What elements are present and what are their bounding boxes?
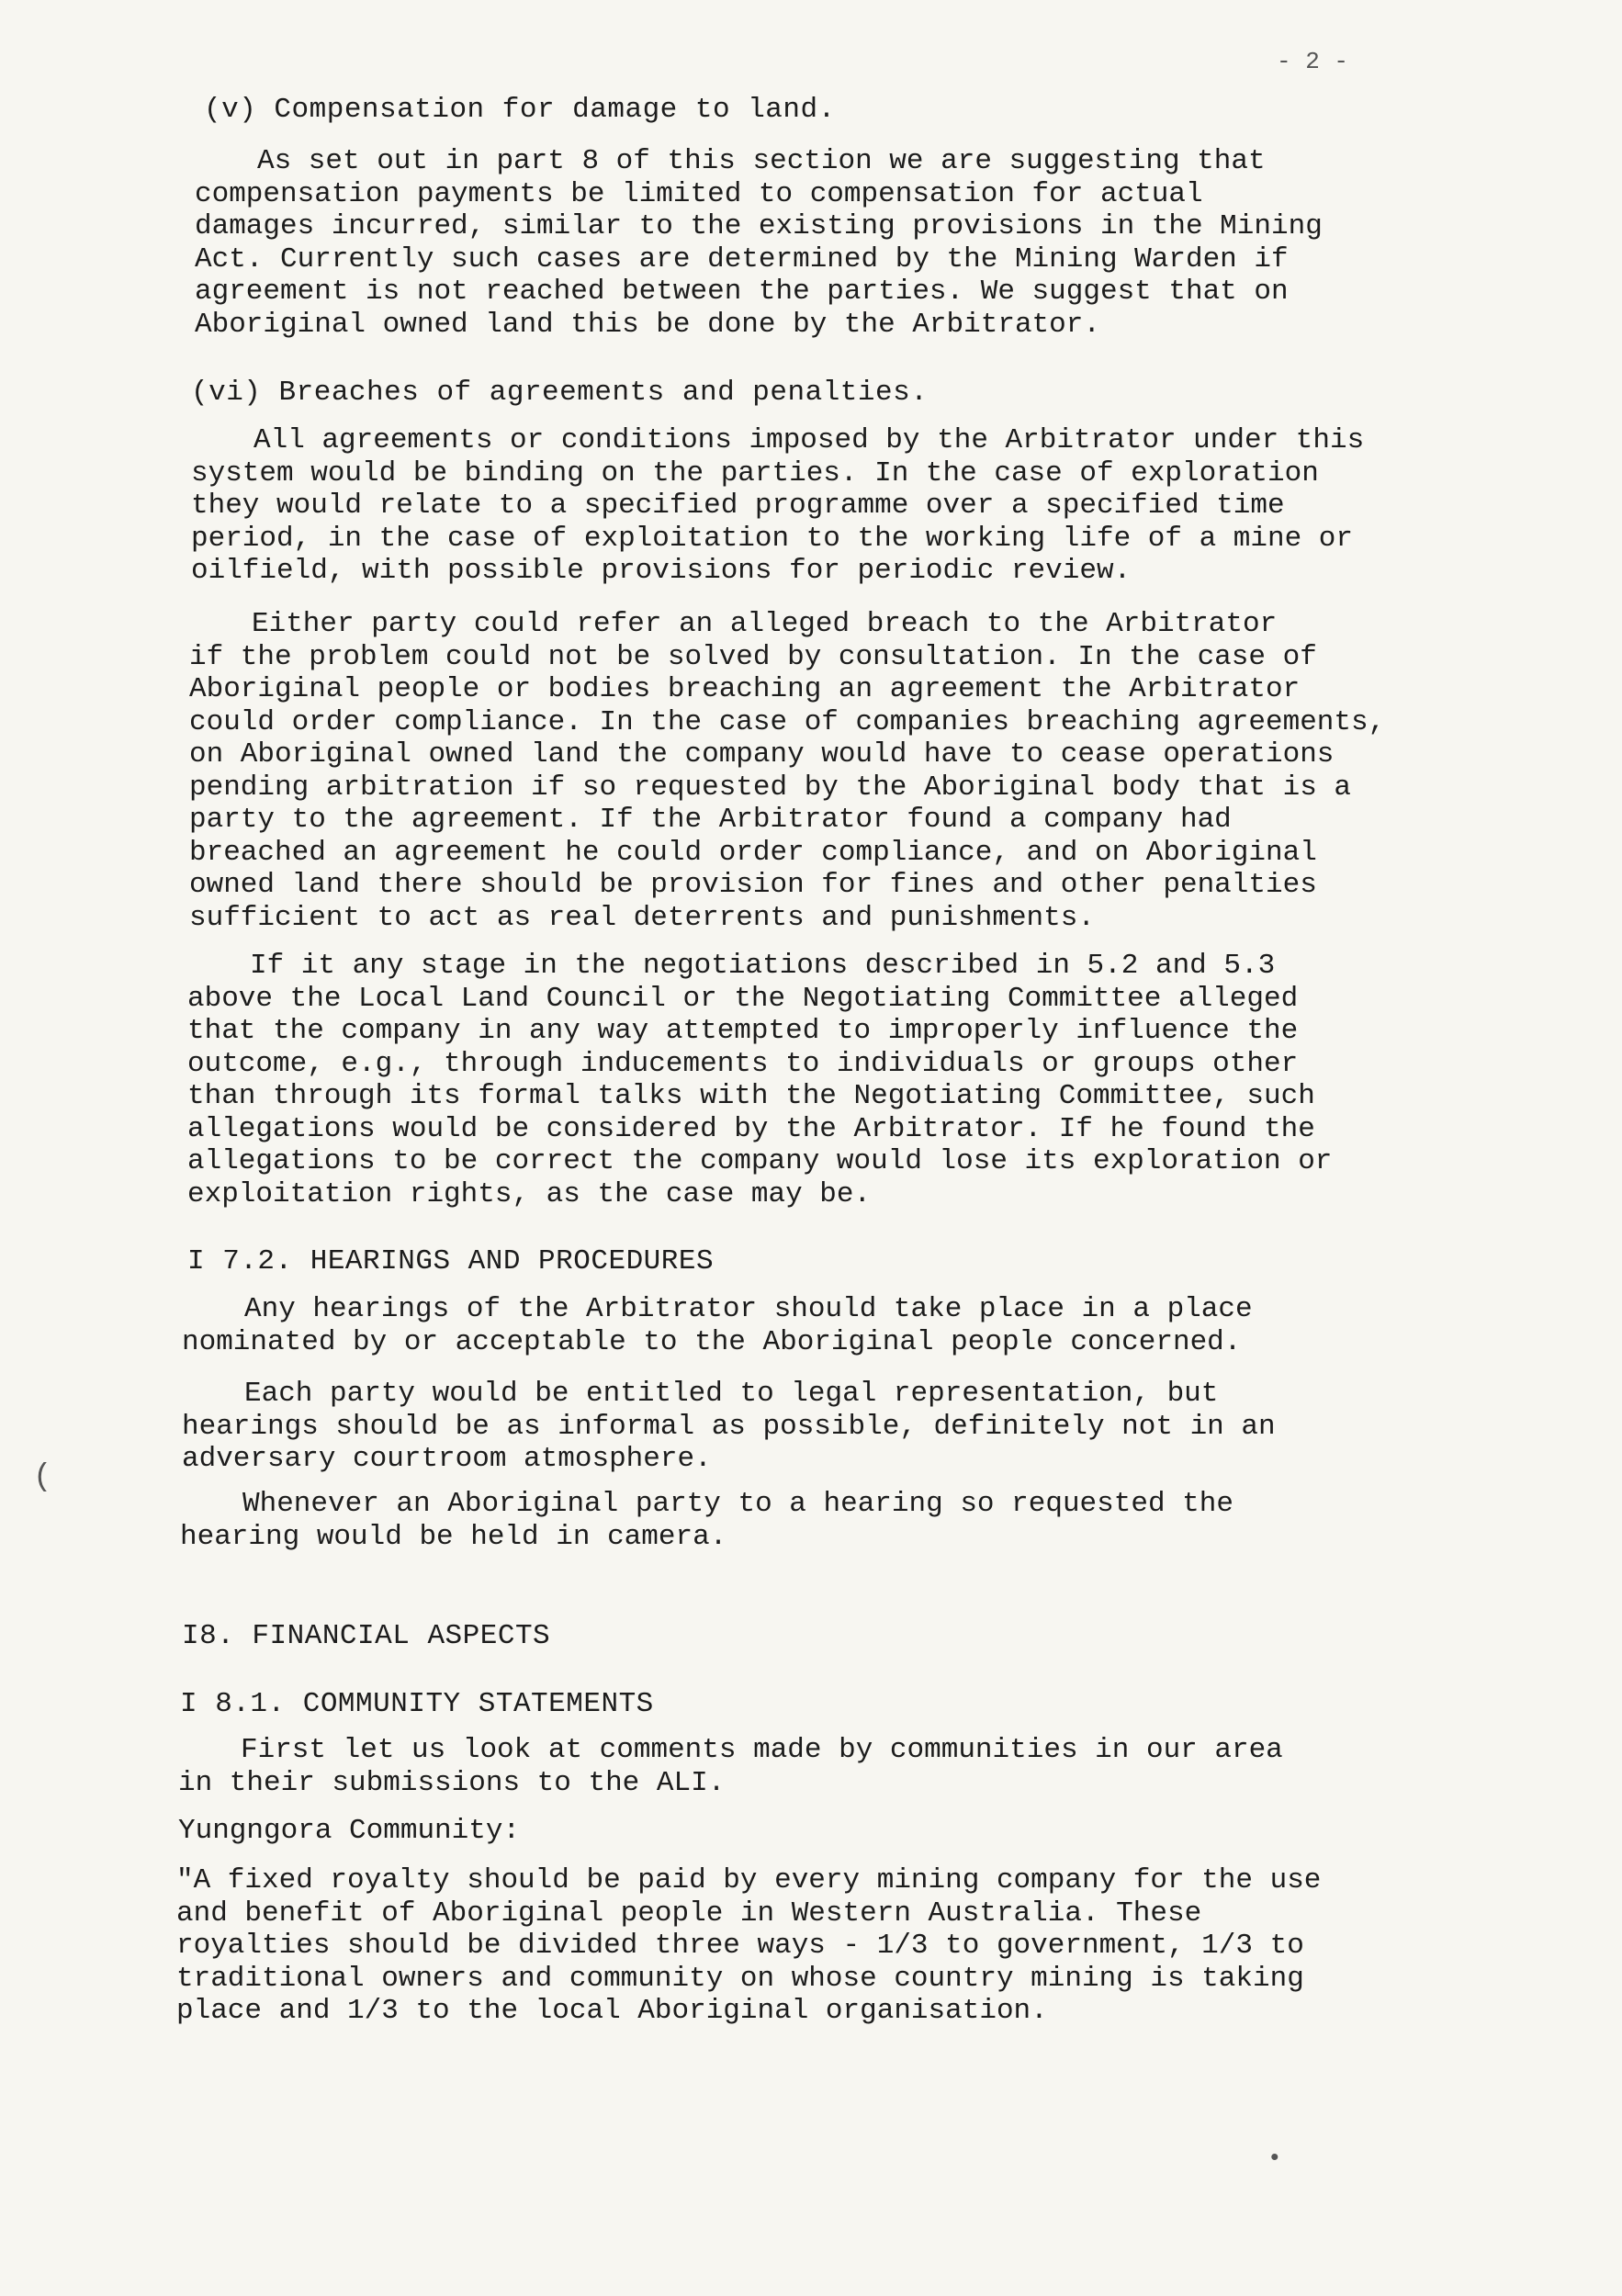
text-line: exploitation rights, as the case may be. bbox=[187, 1177, 872, 1210]
section-vi-heading: (vi) Breaches of agreements and penalties. bbox=[191, 377, 929, 409]
text-line: oilfield, with possible provisions for periodic review. bbox=[191, 555, 1132, 587]
financial-heading: I8. FINANCIAL ASPECTS bbox=[182, 1620, 551, 1652]
text-line: agreement is not reached between the parties. We suggest that on bbox=[195, 276, 1289, 308]
text-line: Aboriginal people or bodies breaching an agreement the Arbitrator bbox=[189, 673, 1301, 705]
text-line: breached an agreement he could order compliance, and on Aboriginal bbox=[189, 836, 1317, 869]
text-line: place and 1/3 to the local Aboriginal organisation. bbox=[176, 1995, 1048, 2027]
text-line: than through its formal talks with the Negotiating Committee, such bbox=[187, 1080, 1315, 1112]
text-line: on Aboriginal owned land the company would have to cease operations bbox=[189, 738, 1335, 771]
text-line: could order compliance. In the case of companies breaching agreements, bbox=[189, 705, 1386, 738]
section-vi-paragraph-1 bbox=[191, 424, 1587, 588]
text-line: Act. Currently such cases are determined by the Mining Warden if bbox=[195, 242, 1289, 276]
text-line: allegations would be considered by the Arbitrator. If he found the bbox=[187, 1112, 1315, 1145]
community-quote bbox=[176, 1864, 1572, 2028]
text-line: if the problem could not be solved by consultation. In the case of bbox=[189, 640, 1317, 673]
text-line: system would be binding on the parties. In the case of exploration bbox=[191, 456, 1319, 490]
footer-mark: • bbox=[1267, 2144, 1282, 2172]
hearings-paragraph-2 bbox=[182, 1378, 1578, 1476]
text-line: sufficient to act as real deterrents and punishments. bbox=[189, 901, 1095, 934]
text-line: period, in the case of exploitation to the working life of a mine or bbox=[191, 522, 1354, 555]
text-line: they would relate to a specified programme over a specified time bbox=[191, 490, 1285, 522]
text-line: Each party would be entitled to legal representation, but bbox=[244, 1378, 1219, 1410]
text-line: party to the agreement. If the Arbitrator found a company had bbox=[189, 804, 1232, 836]
text-line: First let us look at comments made by communities in our area bbox=[241, 1734, 1283, 1766]
margin-mark: ( bbox=[33, 1460, 52, 1495]
text-line: that the company in any way attempted to improperly influence the bbox=[187, 1015, 1299, 1047]
text-line: Whenever an Aboriginal party to a hearing so requested the bbox=[242, 1488, 1233, 1520]
section-vi-paragraph-3 bbox=[187, 950, 1583, 1210]
text-line: traditional owners and community on whose country mining is taking bbox=[176, 1962, 1304, 1995]
community-statements-heading: I 8.1. COMMUNITY STATEMENTS bbox=[180, 1688, 654, 1720]
text-line: in their submissions to the ALI. bbox=[178, 1766, 726, 1799]
text-line: above the Local Land Council or the Negotiating Committee alleged bbox=[187, 982, 1299, 1015]
section-vi-paragraph-2 bbox=[189, 608, 1585, 934]
text-line: outcome, e.g., through inducements to individuals or groups other bbox=[187, 1047, 1299, 1080]
text-line: pending arbitration if so requested by the Aboriginal body that is a bbox=[189, 771, 1352, 804]
text-line: allegations to be correct the company would lose its exploration or bbox=[187, 1145, 1333, 1177]
text-line: Aboriginal owned land this be done by the Arbitrator. bbox=[195, 308, 1100, 341]
section-v-heading: (v) Compensation for damage to land. bbox=[204, 94, 836, 126]
text-line: If it any stage in the negotiations described in 5.2 and 5.3 bbox=[250, 950, 1276, 982]
text-line: As set out in part 8 of this section we are suggesting that bbox=[257, 145, 1266, 177]
text-line: nominated by or acceptable to the Aboriginal people concerned. bbox=[182, 1325, 1242, 1358]
hearings-paragraph-1 bbox=[182, 1293, 1578, 1358]
page-number-mark: - 2 - bbox=[1277, 48, 1349, 75]
text-line: royalties should be divided three ways - 1/3 to government, 1/3 to bbox=[176, 1930, 1304, 1962]
section-v-paragraph bbox=[195, 145, 1591, 341]
text-line: owned land there should be provision for fines and other penalties bbox=[189, 869, 1317, 901]
text-line: All agreements or conditions imposed by the Arbitrator under this bbox=[253, 424, 1365, 456]
text-line: hearing would be held in camera. bbox=[180, 1520, 727, 1553]
text-line: Either party could refer an alleged breach to the Arbitrator bbox=[252, 608, 1278, 640]
text-line: adversary courtroom atmosphere. bbox=[182, 1443, 712, 1475]
text-line: Any hearings of the Arbitrator should take place in a place bbox=[244, 1293, 1253, 1325]
text-line: hearings should be as informal as possible, definitely not in an bbox=[182, 1410, 1276, 1443]
financial-paragraph-1 bbox=[178, 1734, 1574, 1799]
text-line: compensation payments be limited to compensation for actual bbox=[195, 177, 1203, 210]
text-line: damages incurred, similar to the existing provisions in the Mining bbox=[195, 210, 1323, 242]
hearings-paragraph-3 bbox=[180, 1488, 1576, 1553]
community-label: Yungngora Community: bbox=[178, 1815, 521, 1847]
text-line: "A fixed royalty should be paid by every mining company for the use bbox=[176, 1864, 1322, 1896]
hearings-heading: I 7.2. HEARINGS AND PROCEDURES bbox=[187, 1245, 715, 1277]
text-line: and benefit of Aboriginal people in Western Australia. These bbox=[176, 1896, 1202, 1930]
